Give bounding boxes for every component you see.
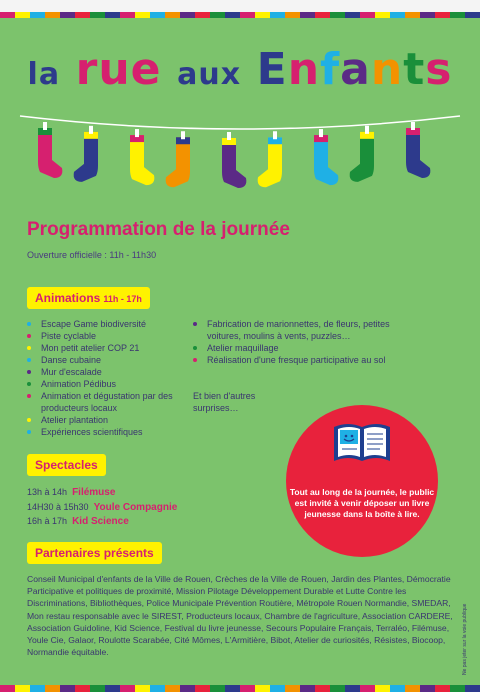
book-box-text: Tout au long de la journée, le public est invité à venir déposer un livre jeunesse dans la boîte à lire. [289,487,435,519]
sock-icon [222,132,246,188]
spectacle-name: Filémuse [72,487,116,498]
top-bar [0,0,480,12]
title-word-enfants: Enfants [256,44,453,95]
open-book-icon [330,419,394,465]
list-item-label: Danse cubaine [41,355,102,365]
sock-icon [74,126,98,182]
list-item-label: Mur d'escalade [41,367,102,377]
animations-list-right [193,318,403,366]
list-item [27,342,187,354]
list-item [193,342,403,354]
list-item [27,354,187,366]
title-word-aux: aux [177,57,242,92]
bullet-icon [27,346,31,350]
bullet-icon [27,430,31,434]
spectacle-time: 16h à 17h [27,516,68,526]
animations-hours: 11h - 17h [103,294,142,304]
list-item-label: Piste cyclable [41,331,97,341]
list-item [27,366,187,378]
spectacle-row [27,487,115,498]
sock-icon [406,122,430,178]
spectacles-tag [27,454,106,476]
bullet-icon [27,382,31,386]
sock-icon [258,131,282,187]
bullet-icon [193,358,197,362]
sock-icon [130,129,154,185]
bullet-icon [27,394,31,398]
socks-garland-icon [0,120,480,210]
bullet-icon [193,346,197,350]
sock-icon [350,126,374,182]
bullet-icon [193,322,197,326]
programme-heading: Programmation de la journée [27,219,290,240]
list-item-label: Escape Game biodiversité [41,319,147,329]
bottom-color-stripe [0,685,480,692]
spectacle-time: 14H30 à 15h30 [27,502,89,512]
list-item-label: Animation Pédibus [41,379,117,389]
list-item [193,354,403,366]
bullet-icon [27,322,31,326]
sock-icon [38,122,62,178]
title-word-la: la [27,57,61,92]
list-item-label: Fabrication de marionnettes, de fleurs, petites voitures, moulins à vents, puzzles… [207,319,390,341]
opening-time: Ouverture officielle : 11h - 11h30 [27,250,157,260]
list-item-label: Atelier maquillage [207,343,279,353]
partners-tag [27,542,162,564]
spectacles-label: Spectacles [35,458,98,472]
animations-tag [27,287,150,309]
spectacle-name: Kid Science [72,516,129,527]
list-item [27,318,187,330]
spectacle-row [27,516,129,527]
list-item [27,426,187,438]
sock-icon [166,131,190,187]
more-surprises: Et bien d'autres surprises… [193,391,256,413]
partners-text: Conseil Municipal d'enfants de la Ville de Rouen, Crèches de la Ville de Rouen, Jardin des Plantes, Démocratie Participative et politiques de proximité, Mission Pilotage Développement Durable et Lutte Contre les Discriminations, Bibliothèques, Police Municipale Prévention Routière, Métropole Rouen Normandie, SMEDAR, Mon restau responsable avec le SIREST, Producteurs locaux, Chambre de l'agriculture, Association CARDERE, Association Guidoline, Kid Science, Festival du livre jeunesse, Secours Populaire Français, Terraléo, Filémuse, Youle Cie, Galaor, Roulotte Scarabée, Cité Mômes, L'Armitière, Bibot, Atelier de curiosités, Résistes, Biocoop, Normandie équitable. [27,574,453,658]
list-item-label: Expériences scientifiques [41,427,143,437]
poster-title [0,44,480,95]
list-item [27,414,187,426]
bullet-icon [27,418,31,422]
spectacle-time: 13h à 14h [27,487,68,497]
bullet-icon [27,334,31,338]
list-item [27,390,187,414]
list-item [193,318,403,342]
bullet-icon [27,358,31,362]
list-item-label: Réalisation d'une fresque participative au sol [207,355,386,365]
animations-list-left [27,318,187,438]
spectacle-row [27,502,177,513]
spectacle-name: Youle Compagnie [93,502,178,513]
sock-icon [314,129,338,185]
list-item [27,330,187,342]
list-item-label: Animation et dégustation par des producteurs locaux [41,391,173,413]
animations-label: Animations [35,291,101,305]
list-item [27,378,187,390]
partners-label: Partenaires présents [35,546,154,560]
title-word-rue: rue [75,44,162,95]
list-item-label: Mon petit atelier COP 21 [41,343,140,353]
legal-note: Ne pas jeter sur la voie publique [462,603,468,675]
book-box-badge [286,405,438,557]
list-item-label: Atelier plantation [41,415,109,425]
bullet-icon [27,370,31,374]
top-color-stripe [0,12,480,18]
